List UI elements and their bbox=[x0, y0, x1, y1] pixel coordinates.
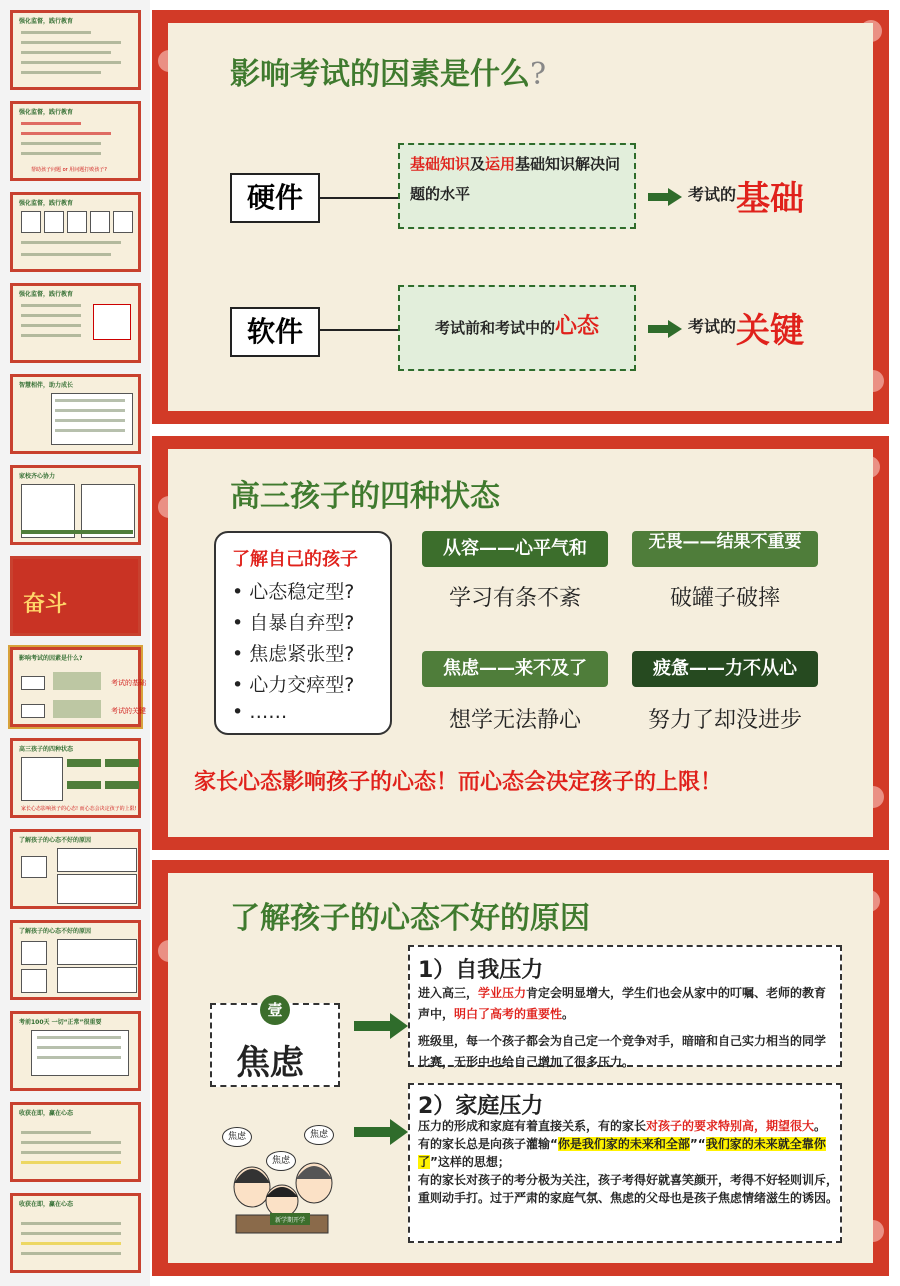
cause-family-pressure bbox=[408, 1083, 842, 1243]
thumbnail-title: 强化监督，践行教育 bbox=[19, 291, 74, 298]
list-item: • 心力交瘁型? bbox=[232, 674, 355, 696]
thumbnail-title: 高三孩子的四种状态 bbox=[19, 746, 74, 753]
software-label: 软件 bbox=[230, 307, 320, 357]
software-result: 考试的关键 bbox=[688, 311, 805, 351]
hardware-description: 基础知识及运用基础知识解决问题的水平 bbox=[398, 143, 636, 229]
slide-thumbnail-1[interactable] bbox=[10, 10, 141, 90]
software-description: 考试前和考试中的心态 bbox=[398, 285, 636, 371]
list-item: • …… bbox=[232, 701, 288, 723]
arrow-right-icon bbox=[354, 1119, 410, 1145]
slide-thumbnail-rail bbox=[0, 0, 150, 1286]
state-text: 学习有条不紊 bbox=[448, 586, 581, 611]
state-text: 想学无法静心 bbox=[448, 708, 581, 733]
thumbnail-title: 家校齐心协力 bbox=[19, 473, 56, 480]
know-your-child-box bbox=[214, 531, 392, 735]
hardware-result: 考试的基础 bbox=[688, 179, 805, 219]
list-item: • 自暴自弃型? bbox=[232, 612, 355, 634]
arrow-right-icon bbox=[354, 1013, 410, 1039]
anxiety-box bbox=[210, 1003, 340, 1087]
thumbnail-title: 了解孩子的心态不好的原因 bbox=[19, 837, 92, 844]
cause-self-pressure bbox=[408, 945, 842, 1067]
slide-thumbnail-12[interactable] bbox=[10, 1011, 141, 1091]
slide-thumbnail-14[interactable] bbox=[10, 1193, 141, 1273]
thumbnail-title: 影响考试的因素是什么? bbox=[19, 655, 83, 662]
cause-paragraph: 班级里，每一个孩子都会为自己定一个竞争对手，暗暗和自己实力相当的同学比赛，无形中也给自己增加了很多压力。 bbox=[418, 1034, 827, 1069]
thumbnail-title: 收获在即，赢在心态 bbox=[19, 1110, 74, 1117]
slide-thumbnail-13[interactable] bbox=[10, 1102, 141, 1182]
cause-heading: 2）家庭压力 bbox=[418, 1094, 544, 1119]
cause-paragraph: 进入高三，学业压力肯定会明显增大，学生们也会从家中的叮嘱、老师的教育声中，明白了高考的重要性。 bbox=[418, 986, 827, 1021]
thumbnail-title: 了解孩子的心态不好的原因 bbox=[19, 928, 92, 935]
list-item: • 焦虑紧张型? bbox=[232, 643, 355, 665]
thumbnail-title: 考前100天 一切“正常”很重要 bbox=[19, 1019, 102, 1026]
anxiety-word: 焦虑 bbox=[236, 1043, 304, 1083]
state-pill-calm: 从容——心平气和 bbox=[422, 531, 608, 567]
slide-thumbnail-5[interactable] bbox=[10, 374, 141, 454]
state-pill-exhausted: 疲惫——力不从心 bbox=[632, 651, 818, 687]
cause-heading: 1）自我压力 bbox=[418, 958, 544, 983]
hardware-label: 硬件 bbox=[230, 173, 320, 223]
thumbnail-title: 智慧相伴，助力成长 bbox=[19, 382, 74, 389]
slide-causes bbox=[152, 860, 889, 1276]
state-pill-anxious: 焦虑——来不及了 bbox=[422, 651, 608, 687]
state-text: 努力了却没进步 bbox=[647, 708, 802, 733]
slide-thumbnail-9[interactable]: 高三孩子的四种状态 家长心态影响孩子的心态! 而心态会决定孩子的上限! bbox=[10, 738, 141, 818]
slide-four-states bbox=[152, 436, 889, 850]
seal-badge: 壹 bbox=[260, 995, 290, 1025]
slide-thumbnail-2[interactable]: 强化监督，践行教育 帮助孩子问题 or 用问题打败孩子? bbox=[10, 101, 141, 181]
slide-title: 影响考试的因素是什么? bbox=[230, 57, 547, 92]
state-text: 破罐子破摔 bbox=[669, 586, 780, 611]
list-item: • 心态稳定型? bbox=[232, 581, 355, 603]
thumbnail-title: 强化监督，践行教育 bbox=[19, 18, 74, 25]
thought-bubble: 焦虑 bbox=[266, 1151, 296, 1171]
thumbnail-title: 奋斗 bbox=[23, 591, 68, 617]
thought-bubble: 焦虑 bbox=[304, 1125, 334, 1145]
cause-paragraph: 压力的形成和家庭有着直接关系，有的家长对孩子的要求特别高，期望很大。有的家长总是向孩子灌输“你是我们家的未来和全部”“我们家的未来就全靠你了”这样的思想； 有的家长对孩子的考分极为关注，孩子考得好就喜笑颜开，考得不好轻则训斥，重则动手打。过于严肃的家庭气氛、焦虑的父母也是孩子焦虑情绪滋生的诱因。 bbox=[418, 1119, 839, 1205]
thumbnail-title: 收获在即，赢在心态 bbox=[19, 1201, 74, 1208]
slide-title: 高三孩子的四种状态 bbox=[230, 479, 500, 514]
thought-bubble: 焦虑 bbox=[222, 1127, 252, 1147]
anxious-family-illustration bbox=[222, 1125, 342, 1235]
slide-thumbnail-6[interactable] bbox=[10, 465, 141, 545]
slide-factors bbox=[152, 10, 889, 424]
slide-thumbnail-4[interactable] bbox=[10, 283, 141, 363]
thumbnail-title: 强化监督，践行教育 bbox=[19, 109, 74, 116]
key-message-banner: 家长心态影响孩子的心态！而心态会决定孩子的上限！ bbox=[194, 770, 723, 795]
state-pill-fearless: 无畏——结果不重要 bbox=[632, 531, 818, 567]
slide-title: 了解孩子的心态不好的原因 bbox=[230, 901, 590, 936]
slide-thumbnail-3[interactable] bbox=[10, 192, 141, 272]
thumbnail-title: 强化监督，践行教育 bbox=[19, 200, 74, 207]
box-heading: 了解自己的孩子 bbox=[232, 549, 358, 570]
slide-thumbnail-10[interactable] bbox=[10, 829, 141, 909]
book-cover-label: 新学期开学 bbox=[274, 1217, 305, 1224]
slide-thumbnail-8[interactable]: 影响考试的因素是什么? 考试的基础 考试的关键 bbox=[10, 647, 141, 727]
slide-thumbnail-7[interactable] bbox=[10, 556, 141, 636]
slide-thumbnail-11[interactable] bbox=[10, 920, 141, 1000]
